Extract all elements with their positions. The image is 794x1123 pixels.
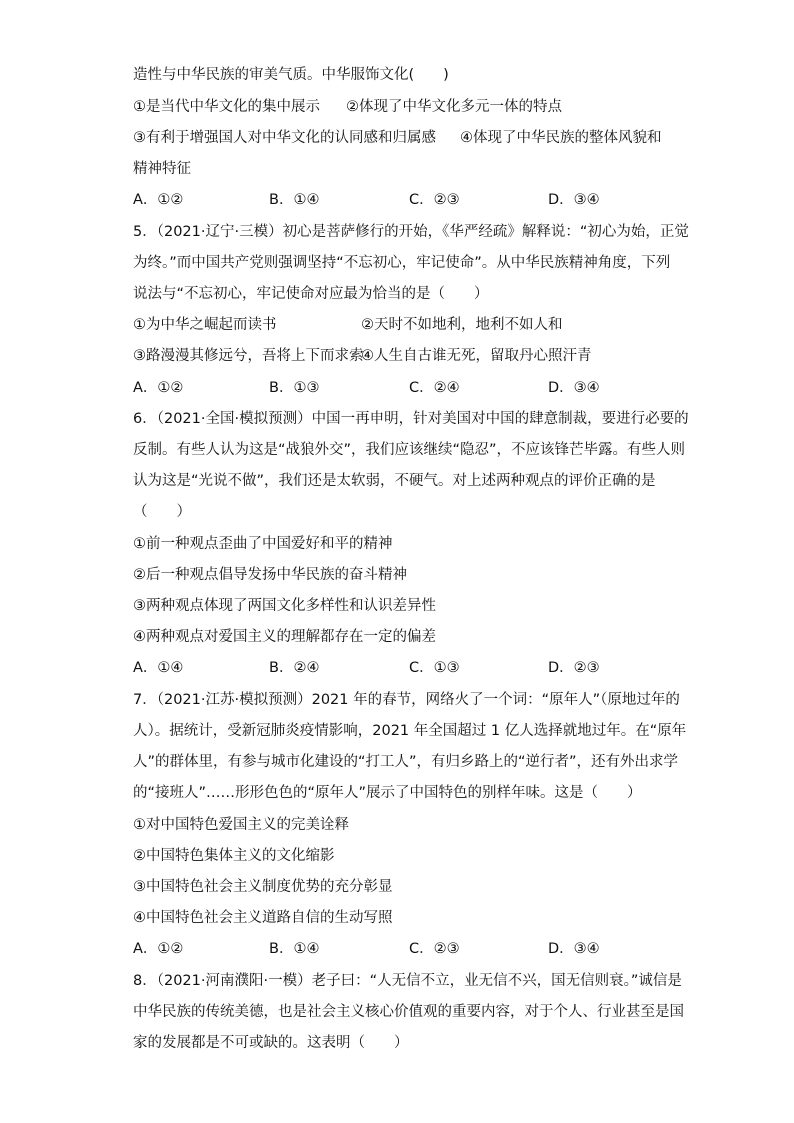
q5-stem-line-2: 为终。”而中国共产党则强调坚持“不忘初心，牢记使命”。从中华民族精神角度，下列 (133, 255, 671, 271)
q7-options (133, 938, 733, 960)
q7-item-4: ④中国特色社会主义道路自信的生动写照 (133, 910, 393, 926)
q7-item-1: ①对中国特色爱国主义的完美诠释 (133, 817, 349, 833)
option-c: C．②④ (409, 380, 460, 396)
q5-item-1: ①为中华之崛起而读书 (133, 317, 277, 333)
q7-stem-line-4: 的“接班人”……形形色色的“原年人”展示了中国特色的别样年味。这是（ ） (133, 785, 642, 801)
q4-items-row-2 (133, 127, 733, 149)
q7-stem-line-1: 7．（2021·江苏·模拟预测）2021 年的春节，网络火了一个词：“原年人”（原地过年的 (133, 692, 680, 708)
q5-items-row-1 (133, 314, 733, 336)
option-a: A．①② (133, 941, 184, 957)
q5-stem-line-1: 5．（2021·辽宁·三模）初心是菩萨修行的开始，《华严经疏》解释说：“初心为始，正觉 (133, 224, 689, 240)
q4-items-row-1 (133, 96, 733, 118)
option-a: A．①② (133, 380, 184, 396)
option-d: D．③④ (548, 941, 600, 957)
q5-items-row-2 (133, 345, 733, 367)
q7-item-3: ③中国特色社会主义制度优势的充分彰显 (133, 879, 393, 895)
option-b: B．①④ (269, 192, 320, 208)
q5-item-3: ③路漫漫其修远兮，吾将上下而求索 (133, 348, 364, 364)
q6-stem-line-4: （ ） (133, 504, 191, 520)
q8-stem-line-1: 8．（2021·河南濮阳·一模）老子曰：“人无信不立，业无信不兴，国无信则衰。”诚信是 (133, 973, 682, 989)
q4-item-4-cont: 精神特征 (133, 161, 191, 177)
option-b: B．①③ (269, 380, 320, 396)
option-b: B．①④ (269, 941, 320, 957)
option-a: A．①④ (133, 660, 184, 676)
q5-item-2: ②天时不如地利，地利不如人和 (361, 317, 563, 333)
q5-options (133, 377, 733, 399)
q4-item-3: ③有利于增强国人对中华文化的认同感和归属感 (133, 130, 436, 146)
q4-options (133, 189, 733, 211)
q8-stem-line-3: 家的发展都是不可或缺的。这表明（ ） (133, 1035, 409, 1051)
q6-item-3: ③两种观点体现了两国文化多样性和认识差异性 (133, 598, 436, 614)
q4-item-4: ④体现了中华民族的整体风貌和 (460, 130, 662, 146)
q5-item-4: ④人生自古谁无死，留取丹心照汗青 (361, 348, 592, 364)
option-c: C．②③ (409, 192, 460, 208)
option-c: C．①③ (409, 660, 460, 676)
option-d: D．②③ (548, 660, 600, 676)
option-d: D．③④ (548, 192, 600, 208)
option-b: B．②④ (269, 660, 320, 676)
q7-stem-line-2: 人）。据统计，受新冠肺炎疫情影响，2021 年全国超过 1 亿人选择就地过年。在“原年 (133, 723, 687, 739)
q7-item-2: ②中国特色集体主义的文化缩影 (133, 848, 335, 864)
q6-stem-line-3: 认为这是“光说不做”，我们还是太软弱，不硬气。对上述两种观点的评价正确的是 (133, 473, 656, 489)
q6-item-4: ④两种观点对爱国主义的理解都存在一定的偏差 (133, 629, 436, 645)
q6-item-2: ②后一种观点倡导发扬中华民族的奋斗精神 (133, 567, 407, 583)
q7-stem-line-3: 人”的群体里，有参与城市化建设的“打工人”，有归乡路上的“逆行者”，还有外出求学 (133, 754, 679, 770)
q4-stem-tail: 造性与中华民族的审美气质。中华服饰文化( ) (133, 67, 449, 83)
q6-stem-line-1: 6．（2021·全国·模拟预测）中国一再申明，针对美国对中国的肆意制裁，要进行必要的 (133, 411, 689, 427)
q6-item-1: ①前一种观点歪曲了中国爱好和平的精神 (133, 536, 393, 552)
q6-options (133, 657, 733, 679)
q6-stem-line-2: 反制。有些人认为这是“战狼外交”，我们应该继续“隐忍”，不应该锋芒毕露。有些人则 (133, 442, 686, 458)
option-a: A．①② (133, 192, 184, 208)
q8-stem-line-2: 中华民族的传统美德，也是社会主义核心价值观的重要内容，对于个人、行业甚至是国 (133, 1004, 684, 1020)
q4-item-2: ②体现了中华文化多元一体的特点 (346, 99, 562, 115)
q5-stem-line-3: 说法与“不忘初心，牢记使命对应最为恰当的是（ ） (133, 286, 489, 302)
option-c: C．②③ (409, 941, 460, 957)
option-d: D．③④ (548, 380, 600, 396)
q4-item-1: ①是当代中华文化的集中展示 (133, 99, 320, 115)
